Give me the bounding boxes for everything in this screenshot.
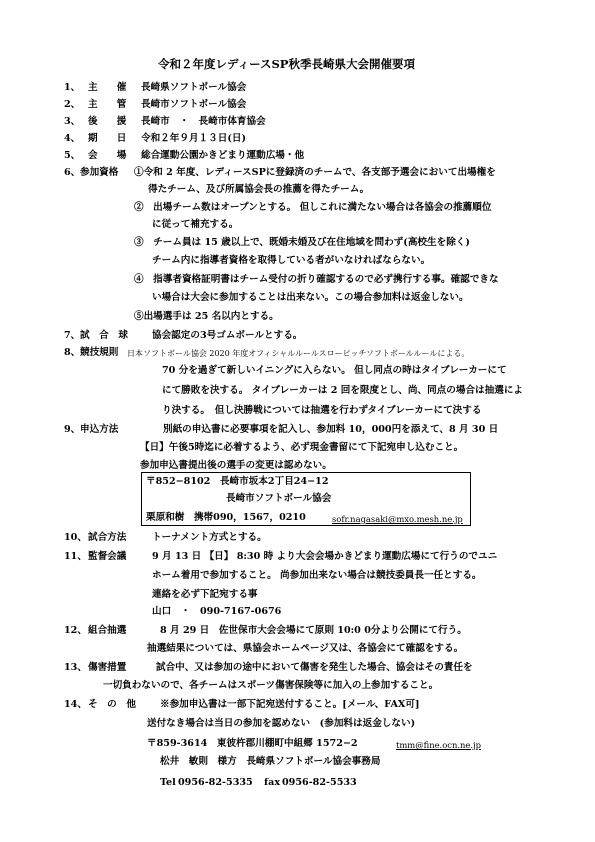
item-7-value: 協会認定の3号ゴムボールとする。 (152, 330, 303, 341)
eligibility-line: ①令和 2 年度、レディースSPに登録済のチームで、各支部予選会において出場権を (134, 167, 496, 178)
application-postal-address: 〒852−8102 長崎市坂本2丁目24−12 (146, 476, 329, 487)
other-line: ※参加申込書は一部下記宛送付すること。[メール、FAX可] (160, 699, 420, 710)
item-1-number: 1、 (64, 82, 81, 93)
application-contact: 栗原和樹 携帯090，1567，0210 (146, 512, 306, 523)
document-title: 令和２年度レディースSP秋季長崎県大会開催要項 (158, 57, 415, 71)
application-line: 参加申込書提出後の選手の変更は認めない。 (140, 460, 332, 471)
item-11-label: 監督会議 (88, 551, 127, 562)
office-address: 〒859-3614 東彼杵郡川棚町中組郷 1572−2 (147, 738, 358, 749)
item-4-number: 4、 (64, 133, 81, 144)
item-1-value: 長崎県ソフトボール協会 (141, 82, 247, 93)
item-7-label: 試 合 球 (80, 330, 128, 341)
item-6-label: 参加資格 (80, 167, 119, 178)
item-12-number: 12、 (64, 625, 87, 636)
office-fax-label: fax (264, 777, 281, 788)
eligibility-line: い場合は大会に参加することは出来ない。この場合参加料は返金しない。 (152, 292, 469, 303)
office-tel: 0956-82-5335 (178, 777, 253, 788)
item-3-label: 後 援 (88, 116, 127, 127)
meeting-line: 9 月 13 日 【日】 8:30 時 より大会会場かきどまり運動広場にて行うのでユニ (152, 551, 498, 562)
rules-line: にて勝敗を決する。 タイブレーカーは 2 回を限度とし、尚、同点の場合は抽選によ (162, 385, 524, 396)
item-13-label: 傷害措置 (88, 662, 127, 673)
other-line: 送付なき場合は当日の参加を認めない (参加料は返金しない) (147, 718, 416, 729)
item-4-value: 令和２年９月１３日(日) (141, 133, 247, 144)
item-9-label: 申込方法 (80, 424, 119, 435)
item-14-number: 14、 (64, 699, 87, 710)
item-7-number: 7、 (64, 330, 81, 341)
item-5-label: 会 場 (88, 150, 127, 161)
item-2-number: 2、 (64, 99, 81, 110)
draw-line: 8 月 29 日 佐世保市大会会場にて原則 10:0 0分より公開にて行う。 (160, 625, 467, 636)
meeting-line: ホーム着用で参加すること。 尚参加出来ない場合は競技委員長一任とする。 (152, 570, 482, 581)
application-line: 【日】午後5時迄に必着するよう、必ず現金書留にて下記宛申し込むこと。 (140, 442, 464, 453)
item-14-label: そ の 他 (88, 699, 136, 710)
item-2-value: 長崎市ソフトボール協会 (141, 99, 247, 110)
item-9-number: 9、 (64, 424, 81, 435)
rules-line: 日本ソフトボール協会 2020 年度オフィシャルルールスローピッチソフトボールルールによる。 (127, 349, 470, 358)
item-10-label: 試合方法 (88, 532, 127, 543)
office-name: 松井 敏則 様方 長崎県ソフトボール協会事務局 (160, 756, 381, 767)
eligibility-line: に従って補充する。 (152, 219, 239, 230)
office-tel-label: Tel (160, 777, 176, 788)
rules-line: り決する。 但し決勝戦については抽選を行わずタイブレーカーにて決する (162, 405, 482, 416)
item-5-value: 総合運動公園かきどまり運動広場・他 (141, 150, 305, 161)
item-5-number: 5、 (64, 150, 81, 161)
eligibility-line: ③ チーム員は 15 歳以上で、既婚未婚及び在住地域を問わず(高校生を除く) (134, 237, 470, 248)
office-email-link[interactable]: tmm@fine.ocn.ne.jp (396, 740, 481, 750)
item-1-label: 主 催 (88, 82, 127, 93)
draw-line: 抽選結果については、県協会ホームページ又は、各協会にて確認をする。 (147, 643, 464, 654)
item-6-number: 6、 (64, 167, 81, 178)
item-2-label: 主 管 (88, 99, 127, 110)
application-org: 長崎市ソフトボール協会 (226, 493, 332, 504)
application-line: 別紙の申込書に必要事項を記入し、参加料 10，000円を添えて、8 月 30 日 (163, 424, 499, 435)
item-4-label: 期 日 (88, 133, 127, 144)
item-8-label: 競技規則 (80, 347, 119, 358)
application-email-link[interactable]: sofr.nagasaki@mxo.mesh.ne.jp (332, 514, 463, 524)
eligibility-line: ② 出場チーム数はオープンとする。 但しこれに満たない場合は各協会の推薦順位 (134, 202, 492, 213)
meeting-line: 連絡を必ず下記宛する事 (152, 589, 258, 600)
eligibility-line: ④ 指導者資格証明書はチーム受付の折り確認するので必ず携行する事。確認できな (134, 274, 499, 285)
item-10-number: 10、 (64, 532, 87, 543)
insurance-line: 試合中、又は参加の途中において傷害を発生した場合、協会はその責任を (156, 662, 473, 673)
insurance-line: 一切負わないので、各チームはスポーツ傷害保険等に加入の上参加すること。 (103, 680, 439, 691)
rules-line: 70 分を過ぎて新しいイニングに入らない。 但し同点の時はタイブレーカーにて (162, 365, 507, 376)
item-11-number: 11、 (64, 551, 87, 562)
meeting-line: 山口 ・ 090-7167-0676 (152, 606, 282, 617)
eligibility-line: 得たチーム、及び所属協会長の推薦を得たチーム。 (148, 184, 370, 195)
item-8-number: 8、 (64, 347, 81, 358)
item-12-label: 組合抽選 (88, 625, 127, 636)
item-13-number: 13、 (64, 662, 87, 673)
office-fax: 0956-82-5533 (282, 777, 357, 788)
item-3-value: 長崎市 ・ 長崎市体育協会 (141, 116, 266, 127)
item-10-value: トーナメント方式とする。 (152, 532, 267, 543)
item-3-number: 3、 (64, 116, 81, 127)
eligibility-line: チーム内に指導者資格を取得している者がいなければならない。 (152, 255, 431, 266)
eligibility-line: ⑤出場選手は 25 名以内とする。 (134, 311, 279, 322)
